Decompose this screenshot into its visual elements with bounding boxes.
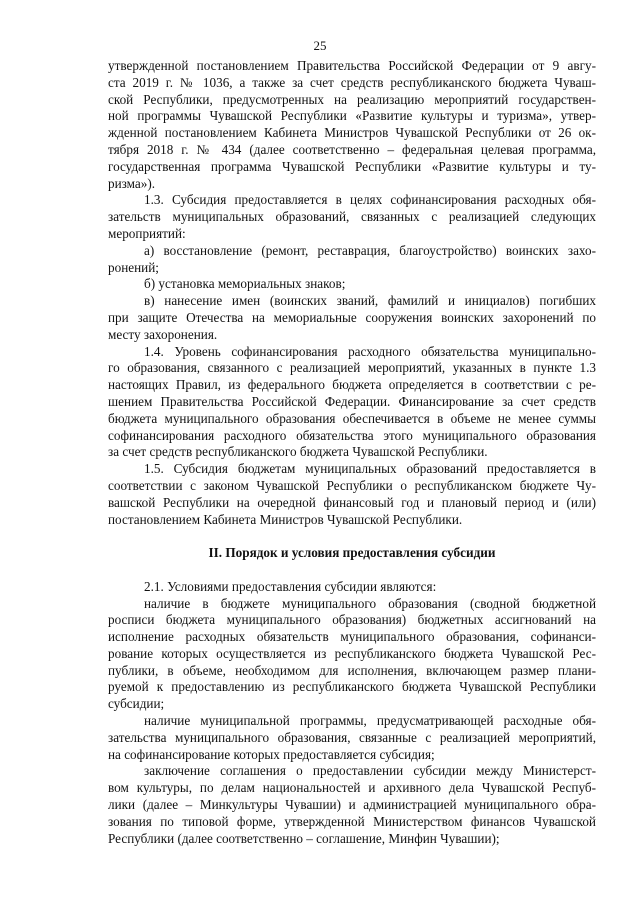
- text-line: б) установка мемориальных знаков;: [144, 276, 346, 292]
- text-line: 1.4. Уровень софинансирования расходного обязательства муниципально-: [144, 343, 596, 359]
- text-line: лики (далее – Минкультуры Чувашии) и администрацией муниципального обра-: [108, 797, 596, 813]
- text-line: постановлением Кабинета Министров Чувашской Республики.: [108, 511, 463, 527]
- text-line: зательств муниципальных образований, связанных с реализацией следующих: [108, 209, 596, 225]
- text-line: государственная программа Чувашской Республики «Развитие культуры и ту-: [108, 158, 596, 174]
- text-line: росписи бюджета муниципального образования) бюджетных ассигнований на: [108, 612, 596, 628]
- text-line: за счет средств республиканского бюджета Чувашской Республики.: [108, 444, 488, 460]
- text-line: при защите Отечества на мемориальные сооружения воинских захоронений по: [108, 309, 596, 325]
- spacer: [108, 562, 596, 579]
- text-line: ризма»).: [108, 175, 156, 191]
- text-line: зательства муниципального образования, связанные с реализацией мероприятий,: [108, 729, 596, 745]
- text-line: утвержденной постановлением Правительства Российской Федерации от 9 авгу-: [108, 58, 596, 73]
- text-line: софинансирования расходного обязательства этого муниципального образования: [108, 427, 596, 443]
- text-line: на софинансирование которых предоставляется субсидия;: [108, 746, 435, 762]
- text-line: мероприятий:: [108, 225, 186, 241]
- text-line: наличие муниципальной программы, предусматривающей расходные обя-: [144, 713, 596, 729]
- text-line: жденной постановлением Кабинета Министров Чувашской Республики от 26 ок-: [108, 125, 596, 141]
- page-number: 25: [313, 38, 327, 53]
- text-line: месту захоронения.: [108, 326, 218, 342]
- text-line: исполнение расходных обязательств муниципального образования, софинанси-: [108, 629, 596, 645]
- text-line: в) нанесение имен (воинских званий, фамилий и инициалов) погибших: [144, 293, 596, 309]
- text-line: го образования, связанного с реализацией мероприятий, указанных в пункте 1.3: [108, 360, 596, 376]
- text-line: вашской Республики на очередной финансовый год и плановый период и (или): [108, 494, 596, 510]
- text-line: 1.5. Субсидия бюджетам муниципальных образований предоставляется в: [144, 461, 596, 477]
- text-line: публики, в объеме, необходимом для исполнения, включающем размер плани-: [108, 662, 596, 678]
- text-line: 2.1. Условиями предоставления субсидии являются:: [144, 578, 437, 594]
- text-line: наличие в бюджете муниципального образования (сводной бюджетной: [144, 595, 596, 611]
- document-body: [108, 58, 596, 847]
- text-line: ской Республики, предусмотренных на реализацию мероприятий государствен-: [108, 91, 596, 107]
- text-line: Республики (далее соответственно – соглашение, Минфин Чувашии);: [108, 830, 500, 846]
- text-line: бюджета муниципального образования обеспечивается в объеме не менее суммы: [108, 410, 596, 426]
- text-line: заключение соглашения о предоставлении субсидии между Министерст-: [144, 763, 596, 779]
- text-line: тября 2018 г. № 434 (далее соответственно – федеральная целевая программа,: [108, 141, 596, 157]
- text-line: ста 2019 г. № 1036, а также за счет средств республиканского бюджета Чуваш-: [108, 74, 596, 90]
- text-line: ронений;: [108, 259, 159, 275]
- text-line: соответствии с законом Чувашской Республики о республиканском бюджете Чу-: [108, 477, 596, 493]
- text-line: настоящих Правил, из федерального бюджета определяется в соответствии с ре-: [108, 377, 596, 393]
- text-line: а) восстановление (ремонт, реставрация, благоустройство) воинских захо-: [144, 242, 596, 258]
- text-line: 1.3. Субсидия предоставляется в целях софинансирования расходных обя-: [144, 192, 596, 208]
- text-line: рование которых осуществляется из республиканского бюджета Чувашской Рес-: [108, 645, 596, 661]
- text-line: руемой к предоставлению из республиканского бюджета Чувашской Республики: [108, 679, 596, 695]
- text-line: вом культуры, по делам национальностей и архивного дела Чувашской Респуб-: [108, 780, 596, 796]
- text-line: субсидии;: [108, 696, 165, 712]
- text-line: шением Правительства Российской Федерации. Финансирование за счет средств: [108, 393, 596, 409]
- section-heading: II. Порядок и условия предоставления субсидии: [208, 545, 496, 561]
- text-line: зования по типовой форме, утвержденной Министерством финансов Чувашской: [108, 813, 596, 829]
- text-line: ной программы Чувашской Республики «Развитие культуры и туризма», утвер-: [108, 108, 596, 124]
- spacer: [108, 528, 596, 545]
